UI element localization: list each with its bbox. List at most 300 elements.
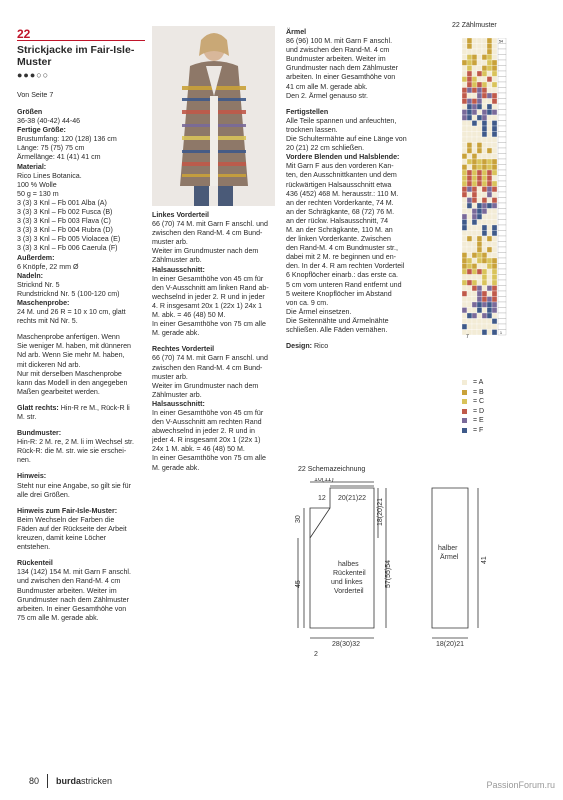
col2-line: Zählmuster arb. xyxy=(152,256,202,265)
chart-cell xyxy=(472,220,477,226)
chart-cell xyxy=(482,313,487,319)
chart-cell xyxy=(492,115,497,121)
chart-cell xyxy=(462,313,467,319)
chart-cell xyxy=(492,66,497,72)
chart-cell xyxy=(472,49,477,55)
col2-line: abwechselnd in jeder 2. R und in xyxy=(152,427,255,436)
chart-cell xyxy=(467,38,472,44)
legend-label: = F xyxy=(473,426,484,434)
col1-line: Material: xyxy=(17,162,47,171)
chart-cell xyxy=(462,324,467,330)
difficulty-rating: ●●●○○ xyxy=(17,70,50,80)
col2-line: Halsausschnitt: xyxy=(152,265,205,274)
col1-line: Rico Lines Botanica. xyxy=(17,171,82,180)
col2-line: In einer Gesamthöhe von 75 cm alle xyxy=(152,320,266,329)
col1-line: 3 (3) 3 Knl – Fb 003 Flava (C) xyxy=(17,217,111,226)
chart-cell xyxy=(477,38,482,44)
spacer xyxy=(17,422,145,429)
chart-cell xyxy=(477,55,482,61)
model-photo xyxy=(152,26,275,206)
chart-cell xyxy=(472,66,477,72)
chart-cell xyxy=(467,275,472,281)
col1-line: Fertige Größe: xyxy=(17,126,66,135)
title-rule xyxy=(17,40,145,41)
col3-line: arbeiten. In einer Gesamthöhe von xyxy=(286,73,396,82)
chart-cell xyxy=(467,291,472,297)
chart-cell xyxy=(482,302,487,308)
col2-line: M. gerade abk. xyxy=(152,463,200,472)
chart-cell xyxy=(462,280,467,286)
chart-cell xyxy=(492,220,497,226)
chart-cell xyxy=(477,225,482,231)
chart-cell xyxy=(472,44,477,50)
chart-cell xyxy=(462,165,467,171)
chart-cell xyxy=(487,291,492,297)
col2-line: muster arb. xyxy=(152,372,188,381)
chart-cell xyxy=(472,291,477,297)
col1-line: 3 (3) 3 Knl – Fb 001 Alba (A) xyxy=(17,198,107,207)
chart-cell xyxy=(477,330,482,336)
col2-line: M. gerade abk. xyxy=(152,329,200,338)
chart-cell xyxy=(482,258,487,264)
col2-line: 4. R insgesamt 20x 1 (22x 1) 24x 1 xyxy=(152,301,263,310)
chart-cell xyxy=(472,170,477,176)
col1-line: 75 cm alle M. gerade abk. xyxy=(17,613,99,622)
col1-line: Nadeln: xyxy=(17,271,44,280)
chart-cell xyxy=(472,181,477,187)
chart-cell xyxy=(462,170,467,176)
col1-line: 24 M. und 26 R = 10 x 10 cm, glatt xyxy=(17,308,126,317)
chart-cell xyxy=(467,88,472,94)
col3-line: den Rand-M. 4 cm Bundmuster str., xyxy=(286,244,398,253)
chart-cell xyxy=(477,220,482,226)
chart-cell xyxy=(492,121,497,127)
chart-row-number-cell xyxy=(498,220,506,226)
chart-cell xyxy=(472,264,477,270)
chart-cell xyxy=(472,104,477,110)
col1-line: 36-38 (40-42) 44-46 xyxy=(17,117,81,126)
chart-cell xyxy=(472,88,477,94)
chart-row-number-cell xyxy=(498,126,506,132)
schema-sleeve-height: 41 xyxy=(481,556,488,564)
chart-cell xyxy=(467,99,472,105)
chart-cell xyxy=(467,77,472,83)
col3-line: Die Ärmel einsetzen. xyxy=(286,307,352,316)
chart-cell xyxy=(477,319,482,325)
chart-row-number-cell xyxy=(498,148,506,154)
chart-cell xyxy=(472,99,477,105)
chart-cell xyxy=(492,132,497,138)
chart-cell xyxy=(482,99,487,105)
schema-label: 22 Schemazeichnung xyxy=(298,466,366,473)
chart-row-number-cell xyxy=(498,324,506,330)
chart-cell xyxy=(492,269,497,275)
chart-cell xyxy=(477,247,482,253)
chart-cell xyxy=(492,170,497,176)
chart-cell xyxy=(477,280,482,286)
chart-cell xyxy=(477,159,482,165)
chart-cell xyxy=(462,269,467,275)
chart-cell xyxy=(462,38,467,44)
chart-row-number-cell xyxy=(498,242,506,248)
col1-line: arbeiten. In einer Gesamthöhe von xyxy=(17,604,127,613)
col3-line: Den 2. Ärmel genauso str. xyxy=(286,91,369,100)
col3-line: 5 weitere Knopflöcher im Abstand xyxy=(286,289,392,298)
chart-cell xyxy=(462,60,467,66)
col3-line: den. In der 4. R am rechten Vorderteil xyxy=(286,262,405,271)
chart-cell xyxy=(477,313,482,319)
chart-cell xyxy=(462,88,467,94)
chart-cell xyxy=(462,203,467,209)
chart-cell xyxy=(462,176,467,182)
chart-cell xyxy=(487,313,492,319)
chart-cell xyxy=(482,181,487,187)
chart-cell xyxy=(487,132,492,138)
chart-row-number-cell xyxy=(498,176,506,182)
col1-line: Hinweis zum Fair-Isle-Muster: xyxy=(17,506,118,515)
chart-cell xyxy=(472,258,477,264)
chart-cell xyxy=(492,242,497,248)
col2-line: Linkes Vorderteil xyxy=(152,211,210,219)
chart-cell xyxy=(487,225,492,231)
chart-cell xyxy=(477,148,482,154)
chart-cell xyxy=(482,93,487,99)
chart-cell xyxy=(482,77,487,83)
chart-cell xyxy=(482,192,487,198)
chart-cell xyxy=(487,154,492,160)
col2-line: In einer Gesamthöhe von 45 cm für xyxy=(152,274,264,283)
col1-line: Fäden auf der Rückseite der Arbeit xyxy=(17,524,127,533)
chart-row-number-cell xyxy=(498,302,506,308)
chart-cell xyxy=(482,121,487,127)
chart-cell xyxy=(467,269,472,275)
spacer xyxy=(17,552,145,559)
col2-line: wechselnd in jeder 2. R und in jeder xyxy=(152,292,265,301)
chart-cell xyxy=(482,159,487,165)
chart-cell xyxy=(477,209,482,215)
chart-cell xyxy=(477,242,482,248)
chart-cell xyxy=(492,203,497,209)
chart-cell xyxy=(482,110,487,116)
col1-line: Nd arb. Wenn Sie mehr M. haben, xyxy=(17,351,125,360)
chart-cell xyxy=(462,319,467,325)
chart-cell xyxy=(477,275,482,281)
chart-cell xyxy=(472,165,477,171)
spacer xyxy=(286,335,428,342)
legend-swatch xyxy=(462,418,467,423)
chart-cell xyxy=(482,220,487,226)
chart-cell xyxy=(482,236,487,242)
chart-cell xyxy=(462,225,467,231)
schema-sleeve-label-2: Ärmel xyxy=(440,554,459,561)
chart-cell xyxy=(472,275,477,281)
chart-cell xyxy=(492,187,497,193)
chart-cell xyxy=(467,115,472,121)
chart-row-number-cell xyxy=(498,297,506,303)
chart-cell xyxy=(482,176,487,182)
col3-line: 436 (452) 468 M. herausstr.: 110 M. xyxy=(286,189,399,198)
chart-row-number-cell xyxy=(498,165,506,171)
chart-cell xyxy=(492,82,497,88)
chart-cell xyxy=(487,121,492,127)
chart-cell xyxy=(487,203,492,209)
chart-cell xyxy=(462,49,467,55)
chart-row-number-cell xyxy=(498,319,506,325)
pattern-title: Strickjacke im Fair-Isle-Muster xyxy=(17,44,135,68)
chart-cell xyxy=(467,308,472,314)
chart-cell xyxy=(472,132,477,138)
chart-cell xyxy=(467,110,472,116)
chart-cell xyxy=(477,286,482,292)
chart-cell xyxy=(467,214,472,220)
chart-cell xyxy=(477,291,482,297)
col1-line: alle drei Größen. xyxy=(17,490,70,499)
chart-cell xyxy=(492,302,497,308)
chart-cell xyxy=(477,231,482,237)
spacer xyxy=(17,465,145,472)
chart-row-number-cell xyxy=(498,313,506,319)
chart-cell xyxy=(487,181,492,187)
chart-cell xyxy=(492,291,497,297)
chart-cell xyxy=(462,308,467,314)
chart-row-number-cell xyxy=(498,225,506,231)
chart-row-number-cell xyxy=(498,104,506,110)
chart-row-number-cell xyxy=(498,247,506,253)
chart-cell xyxy=(467,319,472,325)
chart-cell xyxy=(477,297,482,303)
chart-row-number-cell xyxy=(498,275,506,281)
chart-cell xyxy=(492,231,497,237)
col2-line: Halsausschnitt: xyxy=(152,399,205,408)
chart-cell xyxy=(467,82,472,88)
legend-label: = C xyxy=(473,398,485,405)
chart-cell xyxy=(472,253,477,259)
col1-line: Brustumfang: 120 (128) 136 cm xyxy=(17,135,117,144)
column-3 xyxy=(286,28,428,351)
chart-cell xyxy=(487,264,492,270)
chart-cell xyxy=(492,181,497,187)
chart-cell xyxy=(482,247,487,253)
chart-row-number-cell xyxy=(498,192,506,198)
legend-item xyxy=(462,378,484,388)
chart-cell xyxy=(492,148,497,154)
chart-cell xyxy=(482,38,487,44)
legend-label: = A xyxy=(473,379,484,386)
schema-bottom-width: 28(30)32 xyxy=(332,641,361,648)
chart-cell xyxy=(472,280,477,286)
chart-cell xyxy=(472,77,477,83)
chart-cell xyxy=(482,82,487,88)
chart-cell xyxy=(467,220,472,226)
chart-row-number-cell xyxy=(498,181,506,187)
col3-line: und zwischen den Rand-M. 4 cm xyxy=(286,46,390,55)
chart-row-number-cell xyxy=(498,269,506,275)
col1-line: Größen xyxy=(17,108,43,116)
col2-line: Rechtes Vorderteil xyxy=(152,345,215,354)
chart-cell xyxy=(472,231,477,237)
chart-cell xyxy=(472,71,477,77)
pattern-number: 22 xyxy=(17,27,31,41)
chart-cell xyxy=(462,110,467,116)
chart-cell xyxy=(462,104,467,110)
chart-cell xyxy=(462,99,467,105)
chart-cell xyxy=(487,71,492,77)
col1-line: Maschenprobe: xyxy=(17,298,70,307)
chart-row-number-cell xyxy=(498,93,506,99)
col3-line: 86 (96) 100 M. mit Garn F anschl. xyxy=(286,37,393,46)
chart-cell xyxy=(477,137,482,143)
chart-cell xyxy=(487,297,492,303)
chart-row-number-cell xyxy=(498,286,506,292)
chart-row-number-cell xyxy=(498,280,506,286)
col3-line: Grundmuster nach dem Zählmuster xyxy=(286,64,398,73)
chart-cell xyxy=(492,280,497,286)
chart-cell xyxy=(472,38,477,44)
chart-cell xyxy=(487,198,492,204)
watermark: PassionForum.ru xyxy=(486,780,555,790)
col1-line: Außerdem: xyxy=(17,253,55,262)
chart-cell xyxy=(492,198,497,204)
chart-cell xyxy=(472,319,477,325)
chart-cell xyxy=(482,198,487,204)
chart-cell xyxy=(472,192,477,198)
chart-row-number-cell xyxy=(498,44,506,50)
chart-cell xyxy=(492,77,497,83)
chart-cell xyxy=(462,242,467,248)
col3-line: dabei mit 2 M. re beginnen und en- xyxy=(286,253,397,262)
chart-cell xyxy=(482,187,487,193)
legend-swatch xyxy=(462,409,467,414)
chart-cell xyxy=(477,187,482,193)
chart-cell xyxy=(462,159,467,165)
chart-cell xyxy=(492,93,497,99)
chart-cell xyxy=(487,104,492,110)
chart-cell xyxy=(472,110,477,116)
col2-line: den V-Ausschnitt am rechten Rand xyxy=(152,418,262,427)
chart-cell xyxy=(467,132,472,138)
chart-cell xyxy=(487,214,492,220)
chart-cell xyxy=(487,220,492,226)
col1-line: Glatt rechts: Hin-R re M., Rück-R li xyxy=(17,403,130,412)
chart-cell xyxy=(487,330,492,336)
spacer xyxy=(17,500,145,507)
chart-cell xyxy=(472,308,477,314)
chart-cell xyxy=(487,126,492,132)
col1-line: Stricknd Nr. 5 xyxy=(17,280,60,289)
col3-line: der linken Vorderkante. Zwischen xyxy=(286,235,391,244)
chart-cell xyxy=(467,242,472,248)
chart-cell xyxy=(477,253,482,259)
col2-line: 24x 1 M. abk. = 46 (48) 50 M. xyxy=(152,445,245,454)
chart-cell xyxy=(482,143,487,149)
chart-cell xyxy=(462,121,467,127)
chart-cell xyxy=(482,225,487,231)
chart-cell xyxy=(467,137,472,143)
chart-cell xyxy=(467,297,472,303)
chart-cell xyxy=(482,231,487,237)
col1-line: kann das Modell in den angegeben xyxy=(17,378,128,387)
spacer xyxy=(17,326,145,333)
chart-cell xyxy=(487,258,492,264)
chart-cell xyxy=(482,154,487,160)
chart-cell xyxy=(477,192,482,198)
chart-cell xyxy=(477,44,482,50)
chart-cell xyxy=(492,44,497,50)
col3-line: M. an der Schrägkante, 110 M. an xyxy=(286,225,393,234)
chart-cell xyxy=(472,93,477,99)
col3-line: rückwärtigen Halsausschnitt etwa xyxy=(286,180,392,189)
chart-cell xyxy=(492,225,497,231)
chart-cell xyxy=(472,121,477,127)
chart-cell xyxy=(492,110,497,116)
chart-cell xyxy=(462,253,467,259)
schema-bottom-2: 2 xyxy=(314,651,318,658)
col1-line: und zwischen den Rand-M. 4 cm xyxy=(17,577,121,586)
chart-row-number-cell xyxy=(498,132,506,138)
chart-cell xyxy=(472,143,477,149)
chart-cell xyxy=(462,154,467,160)
col1-line: Rück-R: die M. str. wie sie erschei- xyxy=(17,447,127,456)
legend-swatch xyxy=(462,390,467,395)
chart-cell xyxy=(482,49,487,55)
col1-line: nen. xyxy=(17,456,31,465)
chart-cell xyxy=(492,209,497,215)
chart-row-number-cell xyxy=(498,71,506,77)
chart-cell xyxy=(462,192,467,198)
chart-cell xyxy=(477,121,482,127)
chart-cell xyxy=(462,126,467,132)
chart-cell xyxy=(467,55,472,61)
chart-row-number-cell xyxy=(498,55,506,61)
chart-cell xyxy=(487,66,492,72)
col3-line: trocknen lassen. xyxy=(286,125,338,134)
chart-cell xyxy=(462,82,467,88)
chart-cell xyxy=(472,154,477,160)
chart-cell xyxy=(492,308,497,314)
chart-cell xyxy=(462,264,467,270)
chart-cell xyxy=(467,143,472,149)
chart-cell xyxy=(467,49,472,55)
col3-line: Bundmuster arbeiten. Weiter im xyxy=(286,55,386,64)
chart-cell xyxy=(467,203,472,209)
chart-cell xyxy=(482,170,487,176)
chart-cell xyxy=(472,302,477,308)
chart-cell xyxy=(482,137,487,143)
chart-cell xyxy=(462,44,467,50)
chart-cell xyxy=(477,99,482,105)
chart-cell xyxy=(472,148,477,154)
col3-line: von ca. 9 cm. xyxy=(286,298,329,307)
chart-cell xyxy=(462,220,467,226)
col1-line: Nur mit derselben Maschenprobe xyxy=(17,369,122,378)
col1-line: Maßen gearbeitet werden. xyxy=(17,387,100,396)
chart-cell xyxy=(477,93,482,99)
col3-line: Design: Rico xyxy=(286,342,329,351)
chart-cell xyxy=(487,176,492,182)
chart-cell xyxy=(467,187,472,193)
chart-cell xyxy=(472,115,477,121)
legend-label: = B xyxy=(473,388,484,396)
schema-sleeve-width: 18(20)21 xyxy=(436,641,465,648)
chart-cell xyxy=(482,115,487,121)
chart-cell xyxy=(487,231,492,237)
chart-row-number-cell xyxy=(498,203,506,209)
chart-cell xyxy=(462,198,467,204)
col3-line: Mit Garn F aus den vorderen Kan- xyxy=(286,162,394,171)
chart-cell xyxy=(492,88,497,94)
chart-cell xyxy=(482,60,487,66)
chart-cell xyxy=(467,176,472,182)
